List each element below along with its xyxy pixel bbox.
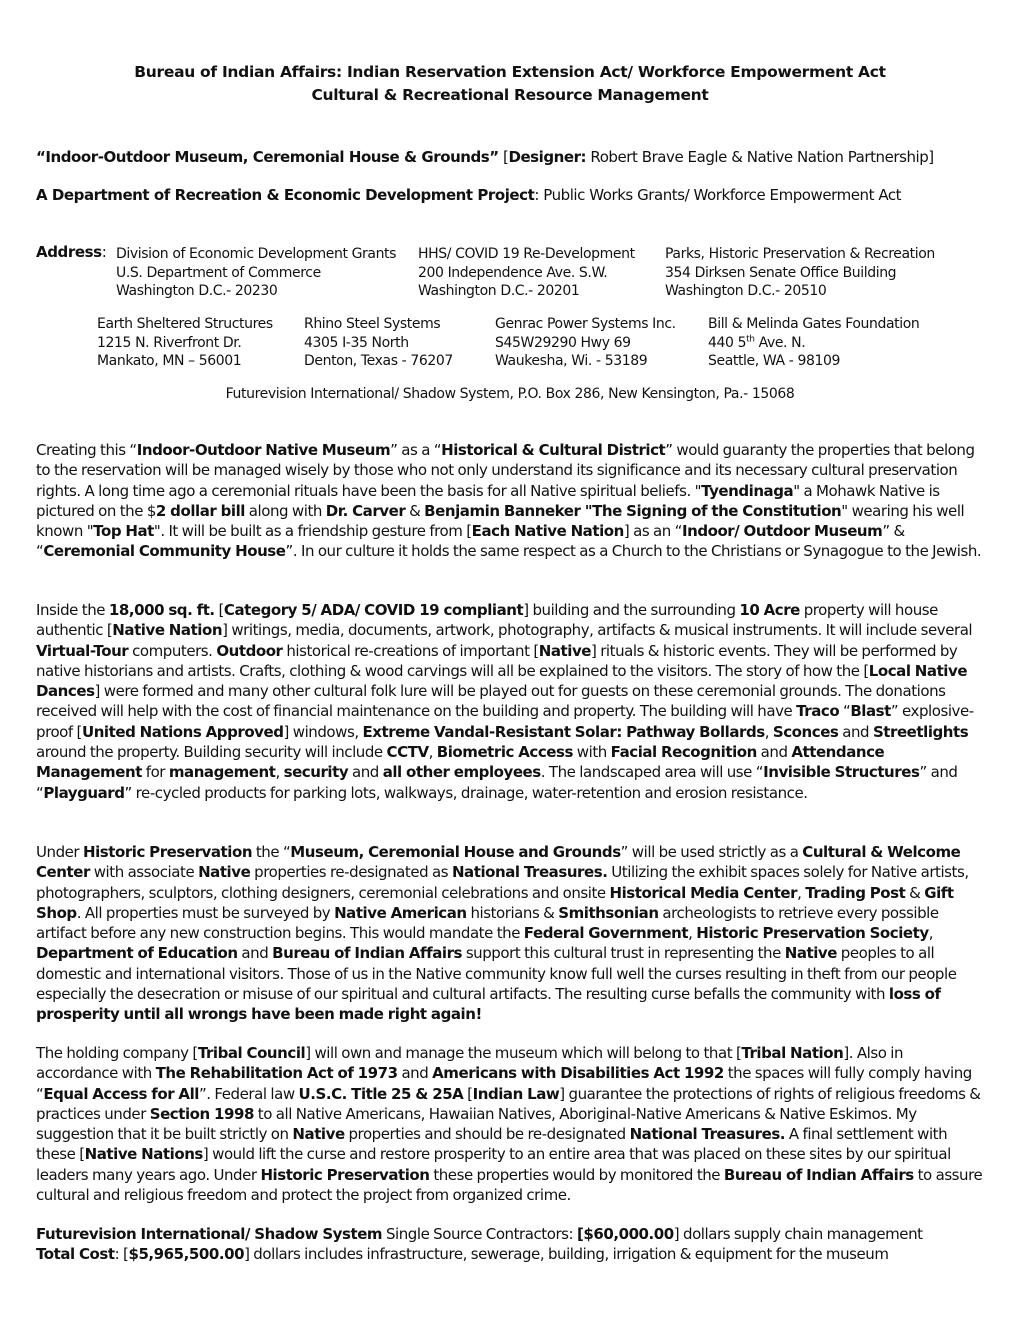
bold-text-run: Smithsonian [558, 903, 659, 922]
bold-text-run: Tribal Council [197, 1044, 306, 1062]
bold-text-run: The Rehabilitation Act of 1973 [155, 1064, 398, 1083]
paragraph-building-features [36, 600, 986, 803]
bold-text-run: Tyendinaga [701, 481, 794, 500]
address-line: Washington D.C.- 20201 [418, 283, 580, 299]
total-cost-line [36, 1244, 986, 1264]
text-run: properties and should be re-designated [344, 1125, 630, 1144]
bold-text-run: Attendance Management [36, 743, 885, 782]
text-run: ” would guaranty the properties that belong to the reservation will be managed wisely by those who not only understand its significance and its necessary cultural preservation rights. A long time ago a ceremonial rituals have been the basis for all Native spiritual beliefs. " [36, 441, 975, 500]
text-run: ” will be used strictly as a [620, 843, 803, 861]
address-line: Earth Sheltered Structures [97, 316, 273, 332]
address-line: 4305 I-35 North [304, 334, 409, 351]
address-line: 200 Independence Ave. S.W. [418, 264, 608, 281]
bold-text-run: U.S.C. Title 25 & 25A [298, 1084, 464, 1103]
bold-text-run: Historic Preservation Society [696, 924, 929, 943]
bold-text-run: Benjamin Banneker "The Signing of the Constitution [424, 501, 842, 520]
bold-text-run: Extreme Vandal-Resistant Solar: Pathway Bollards [362, 722, 765, 741]
document-title: Bureau of Indian Affairs: Indian Reservation Extension Act/ Workforce Empowerment Act [134, 63, 886, 81]
address-label-text: Address [36, 243, 102, 261]
text-run: ”. Federal law [198, 1084, 299, 1103]
bold-text-run: Gift Shop [36, 883, 954, 922]
text-run: ] dollars includes infrastructure, sewerage, building, irrigation & equipment for the museum [244, 1245, 889, 1263]
contractor-address: Futurevision International/ Shadow System, P.O. Box 286, New Kensington, Pa.- 15068 [225, 386, 795, 402]
text-run: computers. [128, 641, 217, 660]
bold-text-run: management [168, 763, 276, 782]
text-run: " a Mohawk Native is pictured on the $ [36, 481, 940, 520]
bold-text-run: 2 dollar bill [155, 501, 245, 520]
text-run: the spaces will fully comply having “ [36, 1064, 972, 1103]
text-run: & [905, 883, 925, 902]
address-block-parks [665, 245, 935, 301]
address-line: 354 Dirksen Senate Office Building [665, 264, 897, 281]
bold-text-run: Each Native Nation [471, 522, 624, 541]
bold-text-run: Biometric Access [436, 743, 573, 762]
text-run: ] windows, [283, 722, 363, 741]
text-run: [ [214, 601, 224, 619]
bold-text-run: 10 Acre [739, 601, 800, 619]
bold-text-run: Historic Preservation [82, 843, 253, 861]
text-run: A final settlement with these [ [36, 1125, 948, 1164]
address-colon: : [101, 243, 107, 261]
bold-text-run: CCTV [386, 743, 429, 762]
text-run: , [797, 883, 806, 902]
text-run: and [838, 722, 873, 741]
address-line: Waukesha, Wi. - 53189 [495, 353, 648, 369]
address-block-hhs [418, 245, 635, 301]
address-line: Genrac Power Systems Inc. [495, 316, 676, 332]
address-block-rhino-steel [304, 315, 453, 371]
text-run: ] would lift the curse and restore prosperity to an entire area that was placed on these sites by our spiritual leaders many years ago. Under [36, 1145, 951, 1184]
bold-text-run: Federal Government [523, 924, 689, 943]
bold-text-run: Blast [850, 702, 891, 721]
address-line: Division of Economic Development Grants [116, 246, 397, 262]
bold-text-run: Bureau of Indian Affairs [723, 1165, 914, 1184]
address-block-gates-foundation [708, 315, 919, 371]
bold-text-run: Cultural & Welcome Center [36, 843, 961, 882]
address-line: Washington D.C.- 20230 [116, 283, 278, 299]
bold-text-run: loss of prosperity until all wrongs have been made right again! [36, 985, 941, 1024]
address-line: Seattle, WA - 98109 [708, 353, 841, 369]
text-run: and [397, 1064, 433, 1083]
bold-text-run: Invisible Structures [763, 763, 920, 782]
address-line: 440 5th Ave. N. [708, 333, 806, 351]
bold-text-run: Museum, Ceremonial House and Grounds [290, 843, 621, 861]
bold-text-run: Indoor-Outdoor Native Museum [136, 441, 391, 459]
bold-text-run: Native Nations [84, 1145, 203, 1164]
bold-text-run: Native American [334, 903, 467, 922]
bold-text-run: Trading Post [805, 883, 906, 902]
text-run: [ [463, 1084, 473, 1103]
text-run: and [348, 763, 383, 782]
bold-text-run: Sconces [772, 722, 839, 741]
bold-text-run: United Nations Approved [81, 722, 284, 741]
text-run: Single Source Contractors: [382, 1225, 577, 1243]
address-line: Mankato, MN – 56001 [97, 353, 242, 369]
bold-text-run: Native [538, 641, 591, 660]
text-run: Utilizing the exhibit spaces solely for Native artists, photographers, sculptors, clothing designers, ceremonial celebrations and onsite [36, 863, 969, 902]
text-run: & [405, 501, 425, 520]
text-run: Creating this “ [36, 441, 137, 459]
department-line [36, 186, 901, 204]
text-run: [ [498, 148, 509, 166]
bold-text-run: Native [784, 944, 837, 963]
address-line: S45W29290 Hwy 69 [495, 334, 631, 351]
text-run: peoples to all domestic and international visitors. Those of us in the Native community know full well the curses resulting in theft from our people especially the desecration or misuse of our spiritual and cultural artifacts. The resulting curse befalls the community with [36, 944, 957, 1004]
text-run: The holding company [ [36, 1044, 198, 1062]
bold-text-run: Equal Access for All [43, 1084, 199, 1103]
bold-text-run: Local Native Dances [36, 661, 968, 701]
text-run: ] building and the surrounding [523, 601, 740, 619]
text-run: . All properties must be surveyed by [76, 903, 335, 922]
address-line: Rhino Steel Systems [304, 316, 441, 332]
bold-text-run: $5,965,500.00 [128, 1245, 245, 1263]
text-run: the “ [252, 843, 291, 861]
bold-text-run: National Treasures. [451, 863, 608, 882]
bold-text-run: Top Hat [93, 522, 154, 541]
bold-text-run: Department of Education [36, 944, 238, 963]
bold-text-run: Traco [796, 702, 840, 721]
text-run: ". It will be built as a friendship gesture from [ [153, 522, 472, 541]
bold-text-run: Outdoor [216, 641, 283, 660]
bold-text-run: Indian Law [472, 1084, 560, 1103]
bold-text-run: security [283, 763, 349, 782]
bold-text-run: Category 5/ ADA/ COVID 19 compliant [223, 601, 524, 619]
contractor-cost-line [36, 1224, 986, 1244]
address-line: Washington D.C.- 20510 [665, 283, 827, 299]
text-run: ”. In our culture it holds the same respect as a Church to the Christians or Synagogue to the Jewish. [285, 542, 982, 561]
text-run: to all Native Americans, Hawaiian Natives, Aboriginal-Native Americans & Native Eskimos. My suggestion that it be built strictly on [36, 1104, 917, 1144]
address-line: 1215 N. Riverfront Dr. [97, 334, 242, 351]
bold-text-run: Historical & Cultural District [441, 441, 666, 459]
text-run: ” re-cycled products for parking lots, walkways, drainage, water-retention and erosion resistance. [124, 783, 808, 802]
bold-text-run: A Department of Recreation & Economic Development Project [36, 186, 535, 204]
text-run: : [ [114, 1245, 129, 1263]
text-run: ] dollars supply chain management [673, 1225, 923, 1243]
text-run: ] were formed and many other cultural folk lure will be played out for guests on these ceremonial grounds. The donations received will help with the cost of financial maintenance on the building and property. The building will have [36, 682, 946, 721]
text-run: " wearing his well known " [36, 501, 965, 541]
text-run: historians & [466, 903, 559, 922]
text-run: , [275, 763, 284, 782]
text-run: ] writings, media, documents, artwork, photography, artifacts & musical instruments. It will include several [222, 621, 973, 640]
text-run: with associate [89, 863, 199, 882]
text-run: along with [244, 501, 326, 520]
text-run: ” as a “ [390, 441, 442, 459]
text-run: support this cultural trust in representing the [462, 944, 785, 963]
text-run: ” & “ [36, 522, 905, 561]
bold-text-run: all other employees [382, 763, 541, 782]
bold-text-run: Virtual-Tour [36, 641, 129, 660]
bold-text-run: Section 1998 [149, 1104, 254, 1123]
text-run: and [756, 743, 792, 762]
text-run: ] rituals & historic events. They will be performed by native historians and artists. Crafts, clothing & wood carvings will all be explained to the visitors. The story of how the [ [36, 641, 958, 680]
paragraph-historic-preservation [36, 842, 986, 1025]
text-run: , [764, 722, 773, 741]
text-run: these properties would by monitored the [429, 1165, 724, 1184]
address-block-genrac [495, 315, 676, 371]
address-line: Parks, Historic Preservation & Recreation [665, 246, 935, 262]
superscript: th [746, 333, 755, 344]
address-label [36, 243, 106, 262]
address-line: Denton, Texas - 76207 [304, 353, 453, 369]
bold-text-run: Total Cost [36, 1245, 115, 1263]
bold-text-run: Playguard [43, 783, 125, 802]
text-run: ] guarantee the protections of rights of religious freedoms & practices under [36, 1084, 981, 1123]
bold-text-run: Native [198, 863, 251, 882]
document-subtitle: Cultural & Recreational Resource Management [311, 86, 709, 104]
text-run: with [572, 743, 611, 762]
bold-text-run: “Indoor-Outdoor Museum, Ceremonial House & Grounds” [36, 148, 499, 166]
bold-text-run: Dr. Carver [325, 501, 406, 520]
bold-text-run: Streetlights [872, 722, 969, 741]
text-run: ] as an “ [623, 522, 682, 541]
bold-text-run: Indoor/ Outdoor Museum [681, 522, 883, 541]
text-run: around the property. Building security will include [36, 743, 387, 762]
text-run: , [428, 743, 437, 762]
text-run: properties re-designated as [250, 863, 452, 882]
text-run: : Public Works Grants/ Workforce Empowerment Act [534, 186, 902, 204]
text-run: and [237, 944, 273, 963]
text-run: “ [839, 702, 851, 721]
address-line: HHS/ COVID 19 Re-Development [418, 246, 635, 262]
bold-text-run: National Treasures. [629, 1125, 786, 1144]
text-run: Robert Brave Eagle & Native Nation Partnership] [586, 148, 934, 166]
bold-text-run: Historical Media Center [609, 883, 798, 902]
bold-text-run: Historic Preservation [260, 1165, 430, 1184]
text-run: ] will own and manage the museum which will belong to that [ [305, 1044, 742, 1062]
project-line [36, 148, 934, 166]
text-run: ” and “ [36, 763, 958, 802]
text-run: to assure cultural and religious freedom and protect the project from organized crime. [36, 1165, 983, 1205]
address-line: U.S. Department of Commerce [116, 264, 321, 281]
address-block-commerce [116, 245, 396, 301]
text-run: for [141, 763, 169, 782]
text-run: archeologists to retrieve every possible artifact before any new construction begins. This would mandate the [36, 903, 939, 943]
text-run: , [688, 924, 697, 943]
bold-text-run: [$60,000.00 [576, 1225, 674, 1243]
address-block-earth-sheltered [97, 315, 273, 371]
bold-text-run: Americans with Disabilities Act 1992 [432, 1064, 724, 1083]
text-run: Under [36, 843, 83, 861]
text-run: , [928, 924, 934, 943]
paragraph-museum-intro [36, 440, 986, 562]
bold-text-run: Tribal Nation [741, 1044, 844, 1062]
bold-text-run: Native Nation [112, 621, 223, 640]
text-run: . The landscaped area will use “ [540, 763, 764, 782]
bold-text-run: 18,000 sq. ft. [108, 601, 215, 619]
paragraph-tribal-council [36, 1043, 986, 1205]
text-run: historical re-creations of important [ [282, 641, 539, 660]
address-line: Bill & Melinda Gates Foundation [708, 316, 920, 332]
bold-text-run: Native [292, 1125, 345, 1144]
bold-text-run: Ceremonial Community House [43, 542, 286, 561]
bold-text-run: Facial Recognition [610, 743, 757, 762]
text-run: ” explosive-proof [ [36, 702, 974, 741]
text-run: property will house authentic [ [36, 601, 938, 640]
bold-text-run: Futurevision International/ Shadow System [36, 1225, 383, 1243]
bold-text-run: Bureau of Indian Affairs [272, 944, 462, 963]
bold-text-run: Designer: [508, 148, 587, 166]
text-run: Inside the [36, 601, 109, 619]
text-run: ]. Also in accordance with [36, 1044, 904, 1083]
